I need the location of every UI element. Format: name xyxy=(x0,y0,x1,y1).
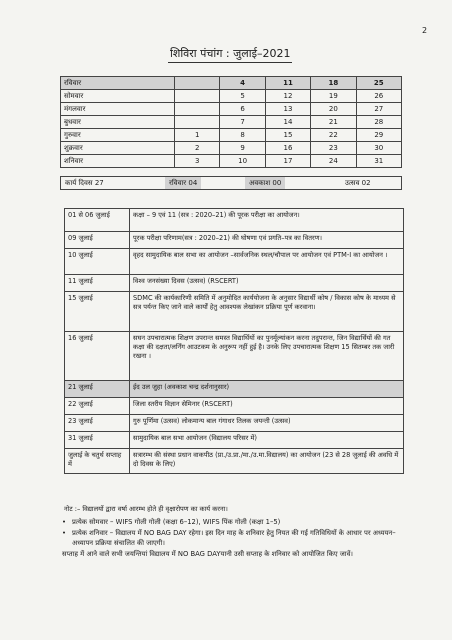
weekday-label: बुधवार xyxy=(61,116,175,129)
bullet-item xyxy=(62,517,412,528)
bullet-text: प्रत्येक सोमवार – WIFS गोली गोली (कक्षा 6–12), WIFS पिंक गोली (कक्षा 1–5) xyxy=(72,518,281,526)
bullet-list xyxy=(62,517,412,559)
weekday-label: गुरुवार xyxy=(61,129,175,142)
event-date: जुलाई के चतुर्थ सप्ताह में xyxy=(65,449,130,474)
weekday-label: मंगलवार xyxy=(61,103,175,116)
date-cell: 5 xyxy=(220,90,265,103)
note: नोट :– विद्यालयों द्वारा वर्षा आरम्भ होते ही वृक्षारोपण का कार्य करना। xyxy=(64,505,228,513)
date-cell: 31 xyxy=(356,155,401,168)
holidays-count: अवकाश 00 xyxy=(245,177,285,189)
event-description: कक्षा – 9 एवं 11 (सत्र : 2020–21) की पूरक परीक्षा का आयोजन। xyxy=(130,209,404,232)
event-row xyxy=(65,209,404,232)
date-cell: 21 xyxy=(311,116,356,129)
date-cell: 24 xyxy=(311,155,356,168)
calendar-row xyxy=(61,77,402,90)
date-cell: 18 xyxy=(311,77,356,90)
bullet-icon: • xyxy=(62,528,67,537)
closing-text: सप्ताह में आने वाले सभी जयन्तियां विद्यालय में NO BAG DAYयानी उसी सप्ताह के शनिवार को आयोजित किए जावें। xyxy=(62,549,353,558)
calendar-row xyxy=(61,129,402,142)
event-row xyxy=(65,449,404,474)
event-date: 09 जुलाई xyxy=(65,232,130,249)
date-cell xyxy=(175,116,220,129)
date-cell: 25 xyxy=(356,77,401,90)
event-row xyxy=(65,415,404,432)
date-cell: 30 xyxy=(356,142,401,155)
date-cell: 17 xyxy=(265,155,310,168)
event-date: 01 से 06 जुलाई xyxy=(65,209,130,232)
date-cell: 8 xyxy=(220,129,265,142)
event-description: ईद उल जुहा (अवकाश चन्द्र दर्शनानुसार) xyxy=(130,381,404,398)
date-cell: 1 xyxy=(175,129,220,142)
date-cell xyxy=(175,103,220,116)
date-cell: 16 xyxy=(265,142,310,155)
event-description: पूरक परीक्षा परिणाम(सत्र : 2020–21) की घोषणा एवं प्रगति–पत्र का वितरण। xyxy=(130,232,404,249)
calendar-row xyxy=(61,103,402,116)
date-cell xyxy=(175,77,220,90)
weekday-label: शनिवार xyxy=(61,155,175,168)
bullet-icon: • xyxy=(62,518,67,526)
event-date: 10 जुलाई xyxy=(65,249,130,275)
working-days: कार्य दिवस 27 xyxy=(65,179,104,187)
event-row xyxy=(65,432,404,449)
date-cell: 26 xyxy=(356,90,401,103)
sundays-count: रविवार 04 xyxy=(165,177,201,189)
date-cell: 9 xyxy=(220,142,265,155)
weekday-label: शुक्रवार xyxy=(61,142,175,155)
event-date: 16 जुलाई xyxy=(65,332,130,381)
calendar-summary xyxy=(60,176,402,190)
calendar-row xyxy=(61,116,402,129)
event-description: जिला स्तरीय विज्ञान सेमिनार (RSCERT) xyxy=(130,398,404,415)
event-description: सामुदायिक बाल सभा आयोजन (विद्यालय परिसर में) xyxy=(130,432,404,449)
weekday-label: रविवार xyxy=(61,77,175,90)
date-cell: 13 xyxy=(265,103,310,116)
event-date: 15 जुलाई xyxy=(65,292,130,332)
date-cell: 20 xyxy=(311,103,356,116)
events-table xyxy=(64,208,404,474)
date-cell: 19 xyxy=(311,90,356,103)
date-cell: 6 xyxy=(220,103,265,116)
weekday-label: सोमवार xyxy=(61,90,175,103)
bullet-item xyxy=(62,528,412,549)
event-date: 22 जुलाई xyxy=(65,398,130,415)
festivals-count: उत्सव 02 xyxy=(345,179,371,187)
event-date: 31 जुलाई xyxy=(65,432,130,449)
event-date: 11 जुलाई xyxy=(65,275,130,292)
calendar-row xyxy=(61,142,402,155)
date-cell: 15 xyxy=(265,129,310,142)
date-cell: 27 xyxy=(356,103,401,116)
event-description: गुरु पूर्णिमा (उत्सव) लोकमान्य बाल गंगाधर तिलक जयन्ती (उत्सव) xyxy=(130,415,404,432)
calendar-table xyxy=(60,76,402,168)
date-cell: 14 xyxy=(265,116,310,129)
event-row xyxy=(65,232,404,249)
event-row xyxy=(65,292,404,332)
event-row xyxy=(65,275,404,292)
event-description: सत्रारम्भ की संस्था प्रधान वाकपीठ (प्रा./उ.प्रा./मा./उ.मा.विद्यालय) का आयोजन (23 से 28 जुलाई की अवधि में दो दिवस के लिए) xyxy=(130,449,404,474)
event-description: वृहद सामुदायिक बाल सभा का आयोजन –सार्वजनिक स्थल/चौपाल पर आयोजन एवं PTM-I का आयोजन । xyxy=(130,249,404,275)
calendar-row xyxy=(61,90,402,103)
event-date: 23 जुलाई xyxy=(65,415,130,432)
date-cell xyxy=(175,90,220,103)
event-row xyxy=(65,381,404,398)
page-title: शिविरा पंचांग : जुलाई–2021 xyxy=(168,46,292,63)
event-description: विश्व जनसंख्या दिवस (उत्सव) (RSCERT) xyxy=(130,275,404,292)
date-cell: 22 xyxy=(311,129,356,142)
bullet-text: प्रत्येक शनिवार – विद्यालय में NO BAG DAY रहेगा। इस दिन माह के शनिवार हेतु नियत की गई गतिविधियों के आधार पर अध्ययन–अध्यापन प्रक्रिया संचालित की जाएगी। xyxy=(72,528,396,547)
event-date: 21 जुलाई xyxy=(65,381,130,398)
event-row xyxy=(65,249,404,275)
date-cell: 3 xyxy=(175,155,220,168)
date-cell: 23 xyxy=(311,142,356,155)
date-cell: 7 xyxy=(220,116,265,129)
date-cell: 29 xyxy=(356,129,401,142)
event-description: SDMC की कार्यकारिणी समिति में अनुमोदित कार्ययोजना के अनुसार विद्यार्थी कोष / विकास कोष के माध्यम से सत्र पर्यन्त किए जाने वाले कार्यों हेतु आवश्यक लेखांकन प्रक्रिया पूर्ण करवाना। xyxy=(130,292,404,332)
calendar-row xyxy=(61,155,402,168)
event-row xyxy=(65,332,404,381)
date-cell: 2 xyxy=(175,142,220,155)
date-cell: 12 xyxy=(265,90,310,103)
date-cell: 28 xyxy=(356,116,401,129)
event-description: सघन उपचारात्मक शिक्षण उपरान्त समस्त विद्यार्थियों का पुनर्मूल्यांकन करना तदुपरान्त, जिन विद्यार्थियों की गत कक्षा की दक्षता/लर्निंग आउटकम के अनुरूप नहीं हुई है। उनके लिए उपचारात्मक शिक्षण 15 सितम्बर तक जारी रखना । xyxy=(130,332,404,381)
date-cell: 11 xyxy=(265,77,310,90)
page-number: 2 xyxy=(422,26,428,35)
date-cell: 4 xyxy=(220,77,265,90)
event-row xyxy=(65,398,404,415)
date-cell: 10 xyxy=(220,155,265,168)
